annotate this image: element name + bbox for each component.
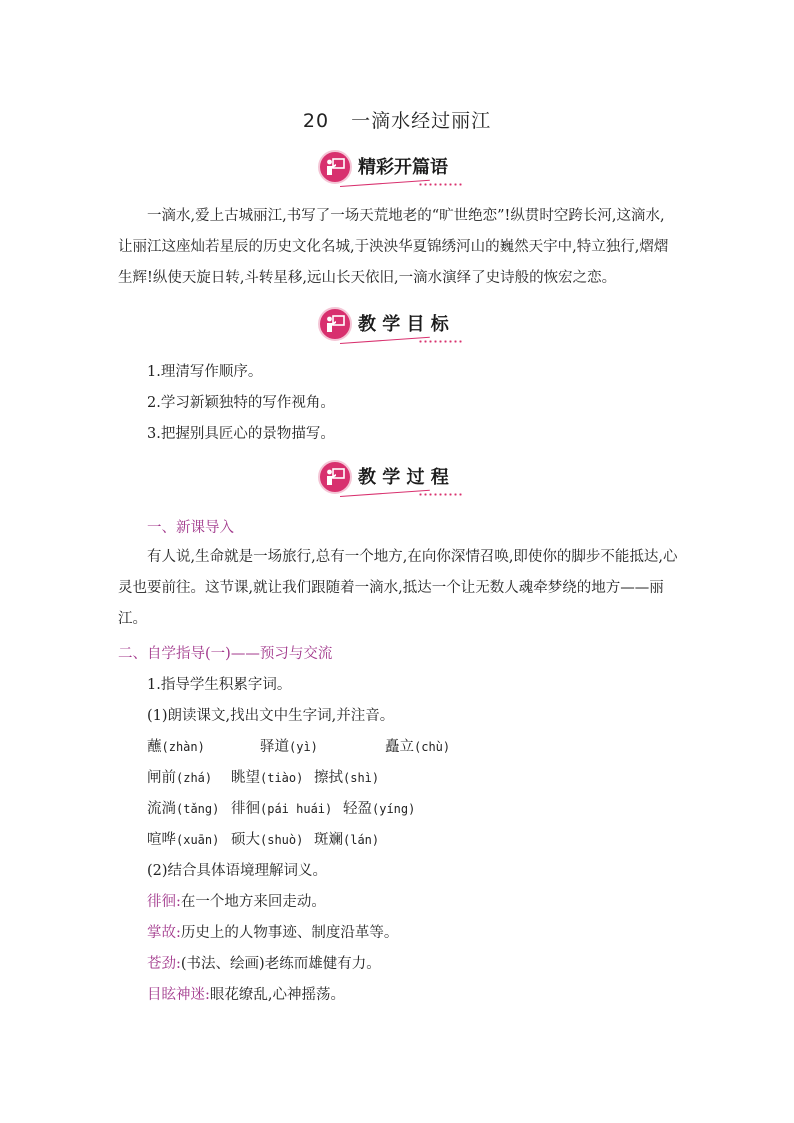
vocab-word: 蘸 [147,739,162,755]
vocab-pinyin: (tǎng) [176,802,220,816]
section-header-intro [318,150,478,192]
part1-paragraph: 有人说,生命就是一场旅行,总有一个地方,在向你深情召唤,即使你的脚步不能抵达,心灵也要前往。这节课,就让我们跟随着一滴水,抵达一个让无数人魂牵梦绕的地方——丽江。 [118,549,678,627]
part2-sub2: (2)结合具体语境理解词义。 [147,863,328,879]
vocab-pinyin: (xuān) [176,833,220,847]
vocab-item [147,768,212,788]
vocab-word: 矗立 [385,739,414,755]
section-title-intro: 精彩开篇语 [358,157,448,178]
vocab-item [147,830,219,850]
definition-term: 掌故: [147,925,181,941]
underline-decor [340,490,430,497]
lesson-title-text: 一滴水经过丽江 [351,110,492,132]
section-title-goals: 教 学 目 标 [358,314,449,335]
vocab-item [343,799,415,819]
vocab-item [385,737,450,757]
underline-decor [340,180,430,187]
teacher-icon [318,307,352,341]
goal-item: 3.把握别具匠心的景物描写。 [147,426,335,442]
definition-item [147,985,345,1005]
lesson-number: 20 [302,110,330,132]
vocab-word: 硕大 [231,832,260,848]
dots-decor [418,183,462,186]
vocab-item [147,799,219,819]
vocab-word: 轻盈 [343,801,372,817]
goal-item: 2.学习新颖独特的写作视角。 [147,395,335,411]
section-header-goals [318,307,478,349]
vocab-word: 擦拭 [314,770,343,786]
underline-decor [340,337,430,344]
vocab-pinyin: (shì) [343,771,380,785]
part2-step1: 1.指导学生积累字词。 [147,677,292,693]
definition-item [147,892,326,912]
definition-item [147,923,398,943]
definition-item [147,954,381,974]
definition-meaning: 历史上的人物事迹、制度沿革等。 [180,925,399,941]
part2-heading: 二、自学指导(一)——预习与交流 [118,646,333,662]
teacher-icon [318,150,352,184]
teacher-icon [318,460,352,494]
definition-meaning: (书法、绘画)老练而雄健有力。 [180,956,381,972]
vocab-item [260,737,318,757]
section-header-process [318,460,478,502]
definition-term: 苍劲: [147,956,181,972]
vocab-word: 流淌 [147,801,176,817]
intro-paragraph: 一滴水,爱上古城丽江,书写了一场天荒地老的“旷世绝恋”!纵贯时空跨长河,这滴水,让丽江这座灿若星辰的历史文化名城,于泱泱华夏锦绣河山的巍然天宇中,特立独行,熠熠生辉!纵使天旋日转,斗转星移,远山长天依旧,一滴水演绎了史诗般的恢宏之恋。 [118,208,669,286]
vocab-pinyin: (pái huái) [260,802,333,816]
vocab-pinyin: (lán) [343,833,380,847]
definition-meaning: 在一个地方来回走动。 [180,894,326,910]
vocab-item [147,737,205,757]
vocab-pinyin: (yì) [289,740,318,754]
vocab-pinyin: (zhàn) [161,740,205,754]
vocab-pinyin: (shuò) [260,833,304,847]
vocab-word: 眺望 [231,770,260,786]
goal-item: 1.理清写作顺序。 [147,364,263,380]
definition-meaning: 眼花缭乱,心神摇荡。 [209,987,345,1003]
vocab-word: 驿道 [260,739,289,755]
definition-term: 徘徊: [147,894,181,910]
vocab-word: 徘徊 [231,801,260,817]
lesson-title [0,106,794,133]
vocab-word: 喧哗 [147,832,176,848]
vocab-item [314,768,379,788]
vocab-pinyin: (chù) [414,740,451,754]
dots-decor [418,340,462,343]
part1-heading: 一、新课导入 [147,520,234,536]
definition-term: 目眩神迷: [147,987,210,1003]
vocab-item [231,830,303,850]
section-title-process: 教 学 过 程 [358,467,449,488]
dots-decor [418,493,462,496]
vocab-item [231,768,303,788]
part2-sub1: (1)朗读课文,找出文中生字词,并注音。 [147,708,395,724]
vocab-item [231,799,332,819]
vocab-pinyin: (zhá) [176,771,213,785]
vocab-pinyin: (yíng) [372,802,416,816]
vocab-word: 闸前 [147,770,176,786]
vocab-pinyin: (tiào) [260,771,304,785]
vocab-word: 斑斓 [314,832,343,848]
vocab-item [314,830,379,850]
